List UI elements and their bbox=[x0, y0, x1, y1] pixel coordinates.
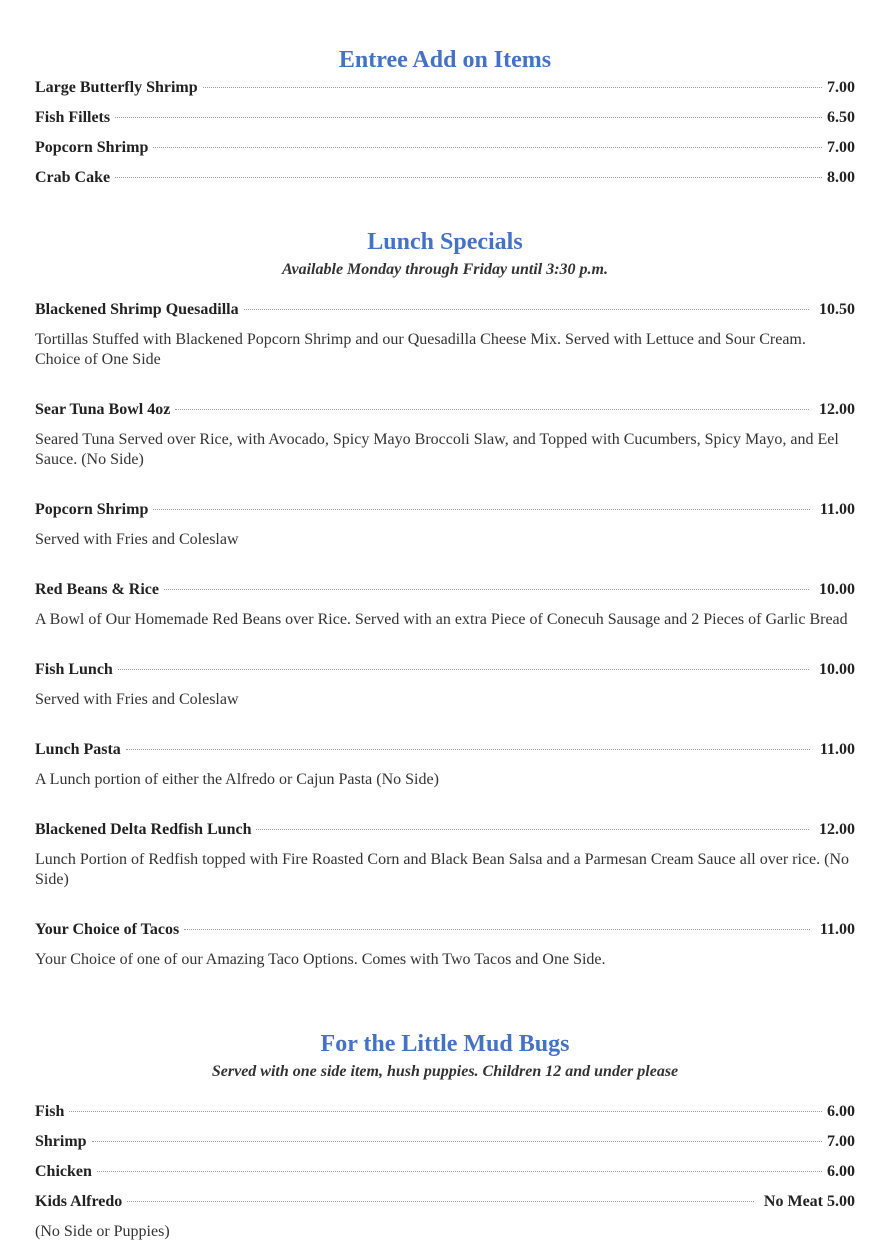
kids-item-name: Fish bbox=[35, 1103, 65, 1120]
addon-item-price: 7.00 bbox=[827, 139, 855, 156]
kids-section-subtitle: Served with one side item, hush puppies. Children 12 and under please bbox=[211, 1063, 679, 1080]
lunch-item-description: A Bowl of Our Homemade Red Beans over Rice. Served with an extra Piece of Conecuh Sausage and 2 Pieces of Garlic Bread bbox=[35, 611, 848, 628]
kids-item-price: 6.00 bbox=[827, 1103, 855, 1120]
dot-leader bbox=[256, 829, 809, 830]
dot-leader bbox=[164, 589, 809, 590]
lunch-item-name: Sear Tuna Bowl 4oz bbox=[35, 401, 171, 418]
lunch-item bbox=[35, 399, 855, 421]
lunch-item-description: Served with Fries and Coleslaw bbox=[35, 531, 239, 548]
lunch-item-description: Tortillas Stuffed with Blackened Popcorn Shrimp and our Quesadilla Cheese Mix. Served with Lettuce and Sour Cream. Choice of One Side bbox=[35, 331, 806, 368]
lunch-item bbox=[35, 659, 855, 681]
lunch-item bbox=[35, 499, 855, 521]
lunch-item-price: 10.00 bbox=[819, 581, 855, 598]
lunch-item-name: Fish Lunch bbox=[35, 661, 113, 678]
addon-item bbox=[35, 167, 855, 189]
kids-item bbox=[35, 1131, 855, 1153]
dot-leader bbox=[115, 177, 822, 178]
addon-item-name: Fish Fillets bbox=[35, 109, 111, 126]
kids-item bbox=[35, 1191, 855, 1213]
lunch-item-name: Blackened Shrimp Quesadilla bbox=[35, 301, 239, 318]
dot-leader bbox=[126, 749, 810, 750]
dot-leader bbox=[244, 309, 809, 310]
lunch-section-title: Lunch Specials bbox=[367, 229, 523, 255]
dot-leader bbox=[127, 1201, 754, 1202]
kids-item-price: 7.00 bbox=[827, 1133, 855, 1150]
dot-leader bbox=[92, 1141, 822, 1142]
kids-item-description: (No Side or Puppies) bbox=[35, 1223, 170, 1240]
lunch-item-description: A Lunch portion of either the Alfredo or Cajun Pasta (No Side) bbox=[35, 771, 439, 788]
addons-section-title: Entree Add on Items bbox=[338, 47, 552, 73]
lunch-item-description: Seared Tuna Served over Rice, with Avocado, Spicy Mayo Broccoli Slaw, and Topped with Cucumbers, Spicy Mayo, and Eel Sauce. (No Side) bbox=[35, 431, 839, 468]
kids-item bbox=[35, 1161, 855, 1183]
addon-item-price: 8.00 bbox=[827, 169, 855, 186]
kids-item-name: Kids Alfredo bbox=[35, 1193, 123, 1210]
dot-leader bbox=[153, 147, 822, 148]
lunch-item bbox=[35, 299, 855, 321]
lunch-item-price: 10.50 bbox=[819, 301, 855, 318]
lunch-item-name: Blackened Delta Redfish Lunch bbox=[35, 821, 252, 838]
dot-leader bbox=[118, 669, 809, 670]
addon-item-name: Popcorn Shrimp bbox=[35, 139, 149, 156]
lunch-item-price: 11.00 bbox=[819, 741, 855, 758]
addon-item-name: Crab Cake bbox=[35, 169, 111, 186]
kids-item-name: Chicken bbox=[35, 1163, 92, 1180]
lunch-item-name: Lunch Pasta bbox=[35, 741, 121, 758]
addon-item bbox=[35, 137, 855, 159]
kids-item-price: 6.00 bbox=[827, 1163, 855, 1180]
lunch-item-name: Your Choice of Tacos bbox=[35, 921, 180, 938]
addon-item bbox=[35, 77, 855, 99]
kids-item-price: No Meat 5.00 bbox=[763, 1193, 855, 1210]
lunch-item-description: Your Choice of one of our Amazing Taco Options. Comes with Two Tacos and One Side. bbox=[35, 951, 606, 968]
lunch-item-price: 12.00 bbox=[819, 821, 855, 838]
lunch-item-price: 12.00 bbox=[819, 401, 855, 418]
dot-leader bbox=[203, 87, 822, 88]
kids-item-name: Shrimp bbox=[35, 1133, 87, 1150]
lunch-section-subtitle: Available Monday through Friday until 3:30 p.m. bbox=[282, 261, 608, 278]
dot-leader bbox=[115, 117, 822, 118]
lunch-item-price: 11.00 bbox=[819, 921, 855, 938]
dot-leader bbox=[184, 929, 810, 930]
dot-leader bbox=[69, 1111, 822, 1112]
lunch-item-name: Popcorn Shrimp bbox=[35, 501, 149, 518]
addon-item-name: Large Butterfly Shrimp bbox=[35, 79, 198, 96]
lunch-item-description: Lunch Portion of Redfish topped with Fire Roasted Corn and Black Bean Salsa and a Parmesan Cream Sauce all over rice. (No Side) bbox=[35, 851, 850, 888]
kids-item bbox=[35, 1101, 855, 1123]
addon-item-price: 6.50 bbox=[827, 109, 855, 126]
dot-leader bbox=[153, 509, 810, 510]
lunch-item-name: Red Beans & Rice bbox=[35, 581, 159, 598]
kids-section-title: For the Little Mud Bugs bbox=[320, 1031, 570, 1057]
lunch-item bbox=[35, 919, 855, 941]
lunch-item bbox=[35, 739, 855, 761]
lunch-item bbox=[35, 819, 855, 841]
lunch-item-description: Served with Fries and Coleslaw bbox=[35, 691, 239, 708]
lunch-item-price: 11.00 bbox=[819, 501, 855, 518]
dot-leader bbox=[175, 409, 809, 410]
addon-item bbox=[35, 107, 855, 129]
lunch-item bbox=[35, 579, 855, 601]
lunch-item-price: 10.00 bbox=[819, 661, 855, 678]
dot-leader bbox=[97, 1171, 822, 1172]
addon-item-price: 7.00 bbox=[827, 79, 855, 96]
